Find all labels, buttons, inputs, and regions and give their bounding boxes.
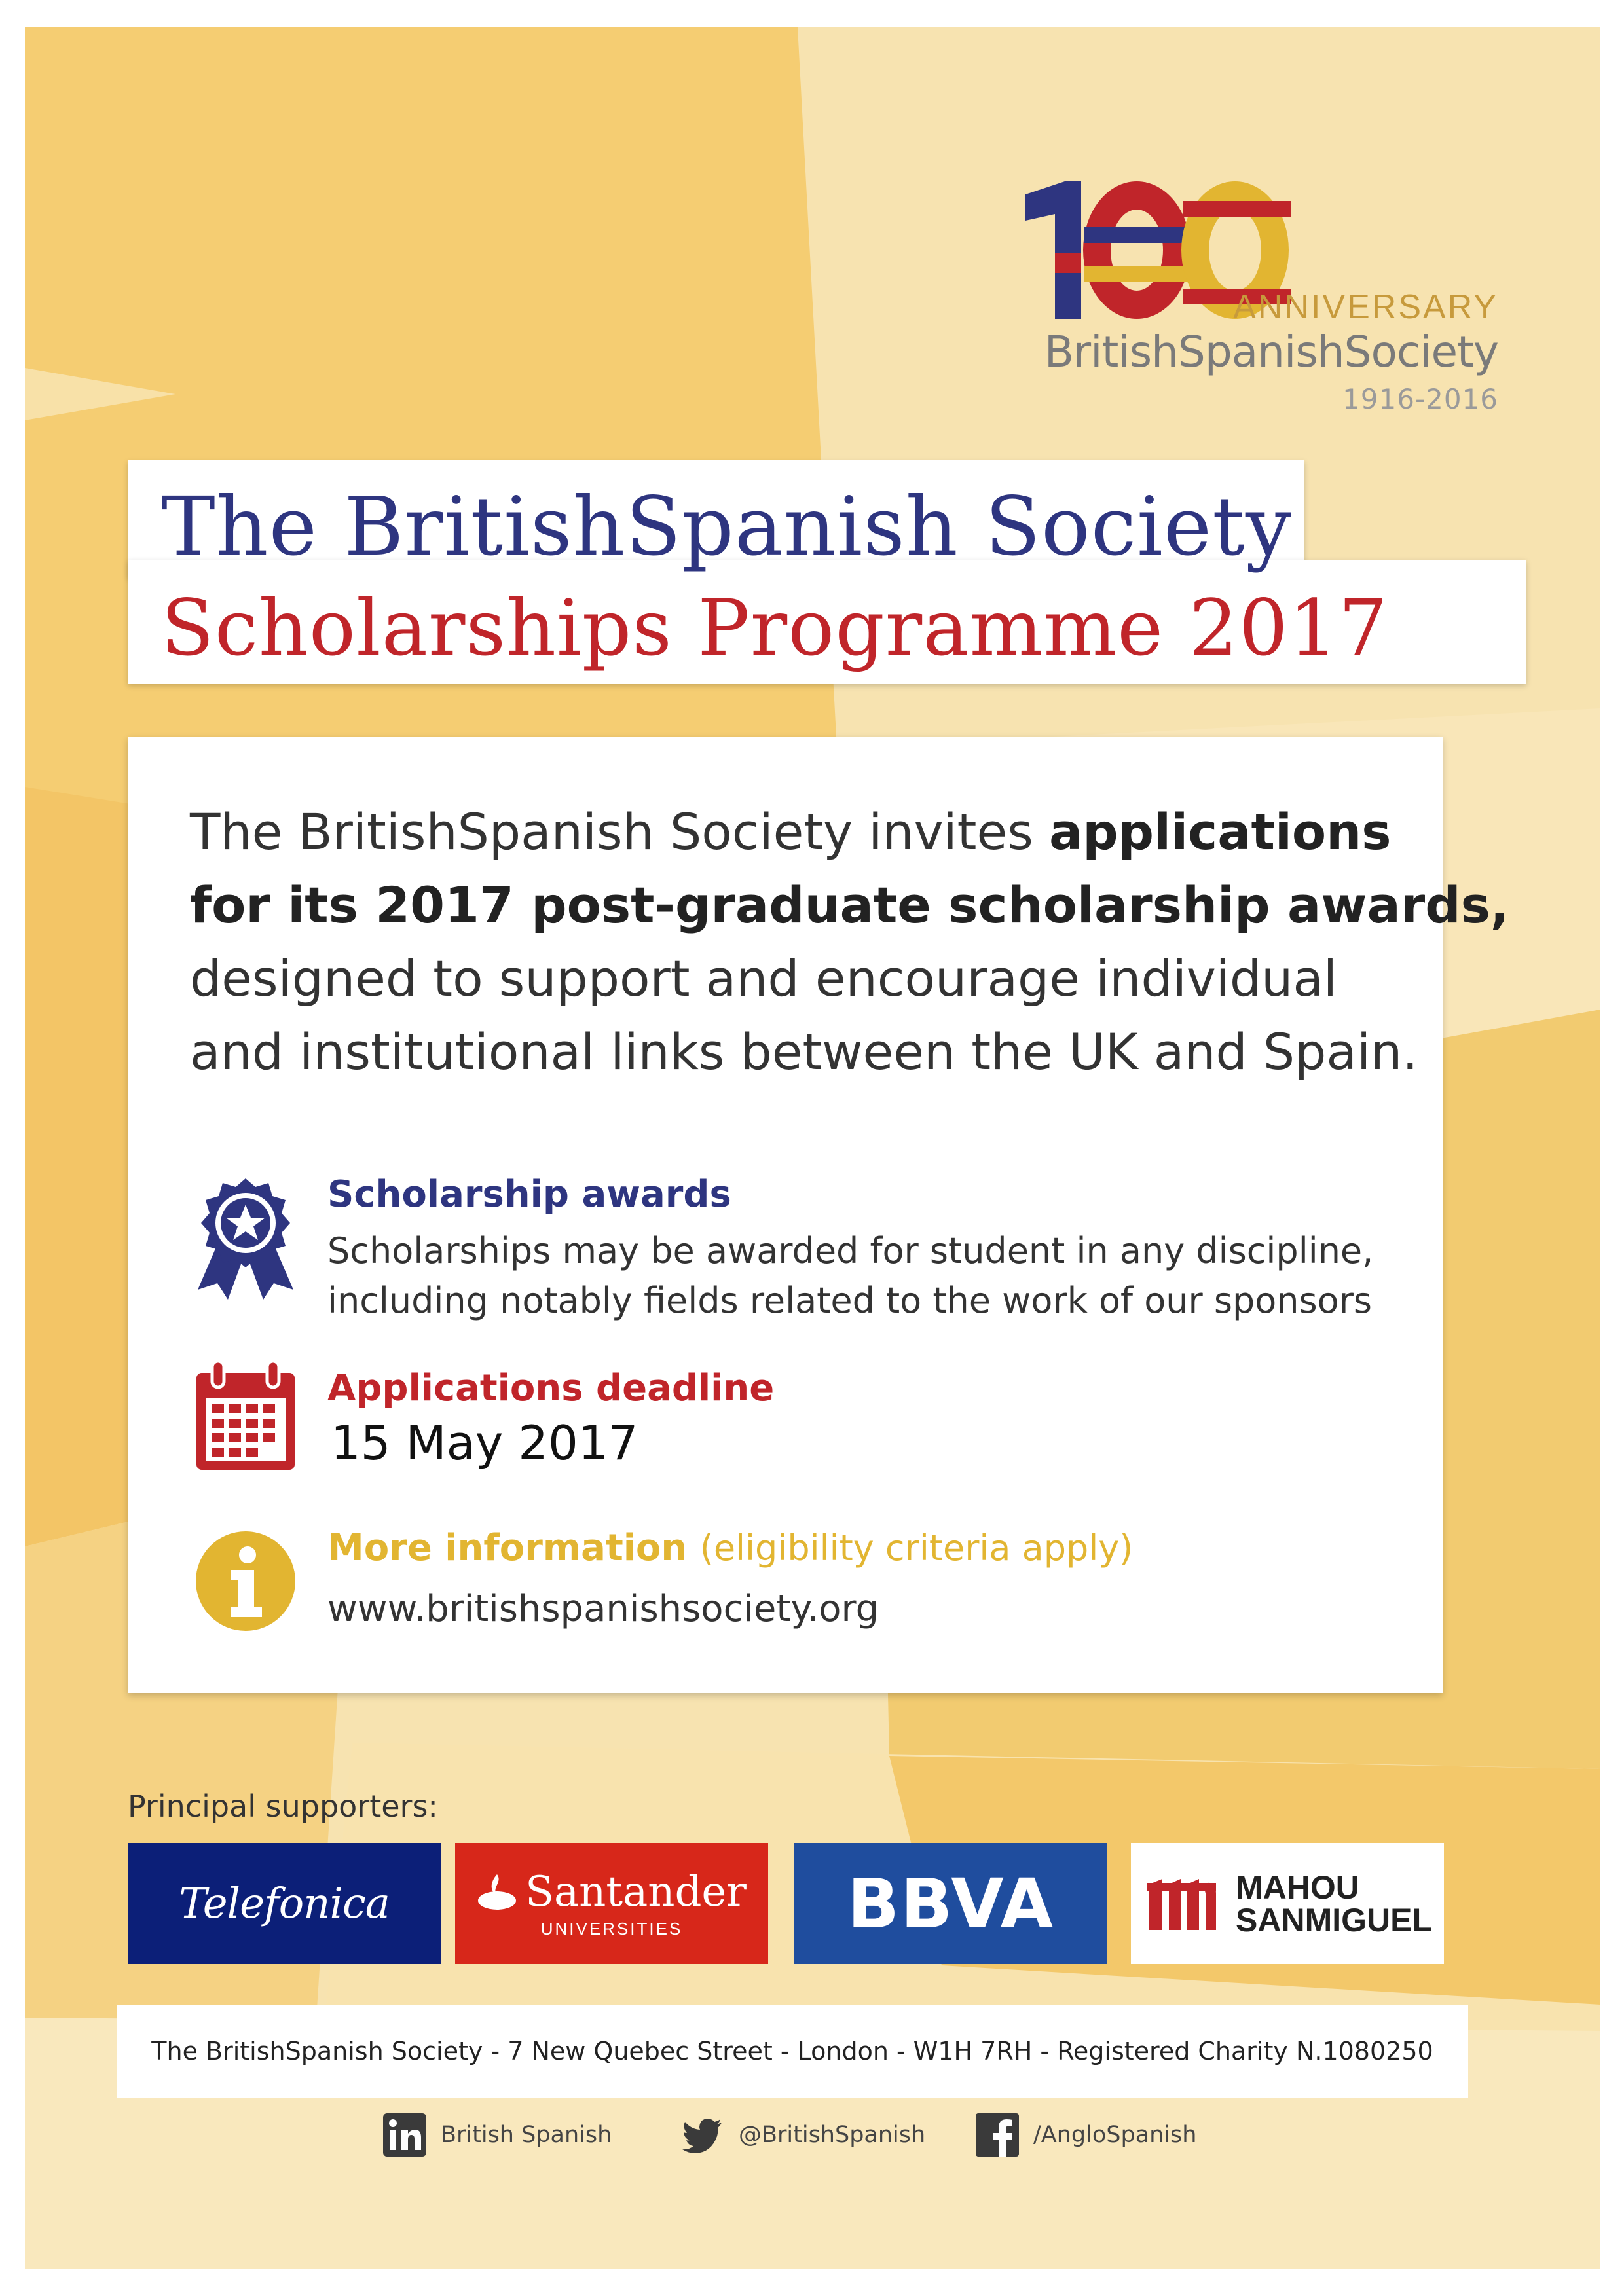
social-facebook[interactable] xyxy=(976,2112,1196,2158)
deadline-heading: Applications deadline xyxy=(327,1367,775,1410)
society-name: BritishSpanishSociety xyxy=(1044,327,1498,377)
santander-flame-icon xyxy=(477,1872,517,1912)
intro-bold-text: applications xyxy=(1048,803,1392,861)
facebook-handle: /AngloSpanish xyxy=(1033,2122,1197,2148)
anniversary-years: 1916-2016 xyxy=(1342,383,1498,415)
mahou-wordmark xyxy=(1236,1868,1432,1939)
intro-text: The BritishSpanish Society invites xyxy=(190,803,1049,861)
award-ribbon-icon xyxy=(190,1175,301,1300)
intro-text: designed to support and encourage individual xyxy=(190,949,1338,1008)
page-subtitle: Scholarships Programme 2017 xyxy=(161,583,1388,673)
more-info-heading xyxy=(327,1527,1133,1569)
bbva-logo xyxy=(794,1843,1107,1964)
intro-text: and institutional links between the UK and Spain. xyxy=(190,1023,1418,1081)
mahou-m-icon xyxy=(1143,1871,1221,1937)
mahou-san-miguel-logo xyxy=(1131,1843,1444,1964)
telefonica-wordmark: Telefonica xyxy=(179,1879,390,1928)
social-linkedin[interactable] xyxy=(383,2112,612,2158)
calendar-icon xyxy=(190,1352,301,1476)
telefonica-logo xyxy=(128,1843,441,1964)
deadline-date: 15 May 2017 xyxy=(331,1415,638,1470)
mahou-line: MAHOU xyxy=(1236,1868,1359,1906)
awards-description xyxy=(327,1226,1373,1326)
awards-line: including notably fields related to the work of our sponsors xyxy=(327,1280,1373,1321)
awards-heading: Scholarship awards xyxy=(327,1173,731,1216)
linkedin-handle: British Spanish xyxy=(441,2122,612,2148)
website-link[interactable]: www.britishspanishsociety.org xyxy=(327,1588,879,1630)
anniversary-word: ANNIVERSARY xyxy=(1233,288,1498,326)
santander-logo xyxy=(455,1843,768,1964)
address-bar xyxy=(117,2005,1468,2098)
address-text: The BritishSpanish Society - 7 New Quebec Street - London - W1H 7RH - Registered Charity N.1080250 xyxy=(151,2037,1433,2066)
page-title: The BritishSpanish Society xyxy=(161,480,1293,574)
mahou-line: SANMIGUEL xyxy=(1236,1901,1432,1939)
facebook-icon xyxy=(976,2113,1019,2157)
awards-line: Scholarships may be awarded for student in any discipline, xyxy=(327,1230,1374,1271)
anniversary-logo xyxy=(987,175,1498,424)
bbva-wordmark: BBVA xyxy=(847,1863,1055,1944)
intro-bold-text: for its 2017 post-graduate scholarship awards, xyxy=(190,876,1509,934)
info-icon xyxy=(190,1519,301,1643)
santander-subtitle: UNIVERSITIES xyxy=(540,1919,683,1939)
eligibility-note: (eligibility criteria apply) xyxy=(699,1527,1134,1569)
linkedin-icon xyxy=(383,2113,426,2157)
social-twitter[interactable] xyxy=(681,2112,925,2158)
santander-wordmark: Santander xyxy=(525,1868,747,1916)
twitter-bird-icon xyxy=(681,2113,724,2157)
twitter-handle: @BritishSpanish xyxy=(739,2122,926,2148)
intro-paragraph xyxy=(190,795,1509,1089)
more-info-title: More information xyxy=(327,1527,688,1569)
supporters-label: Principal supporters: xyxy=(128,1789,438,1824)
